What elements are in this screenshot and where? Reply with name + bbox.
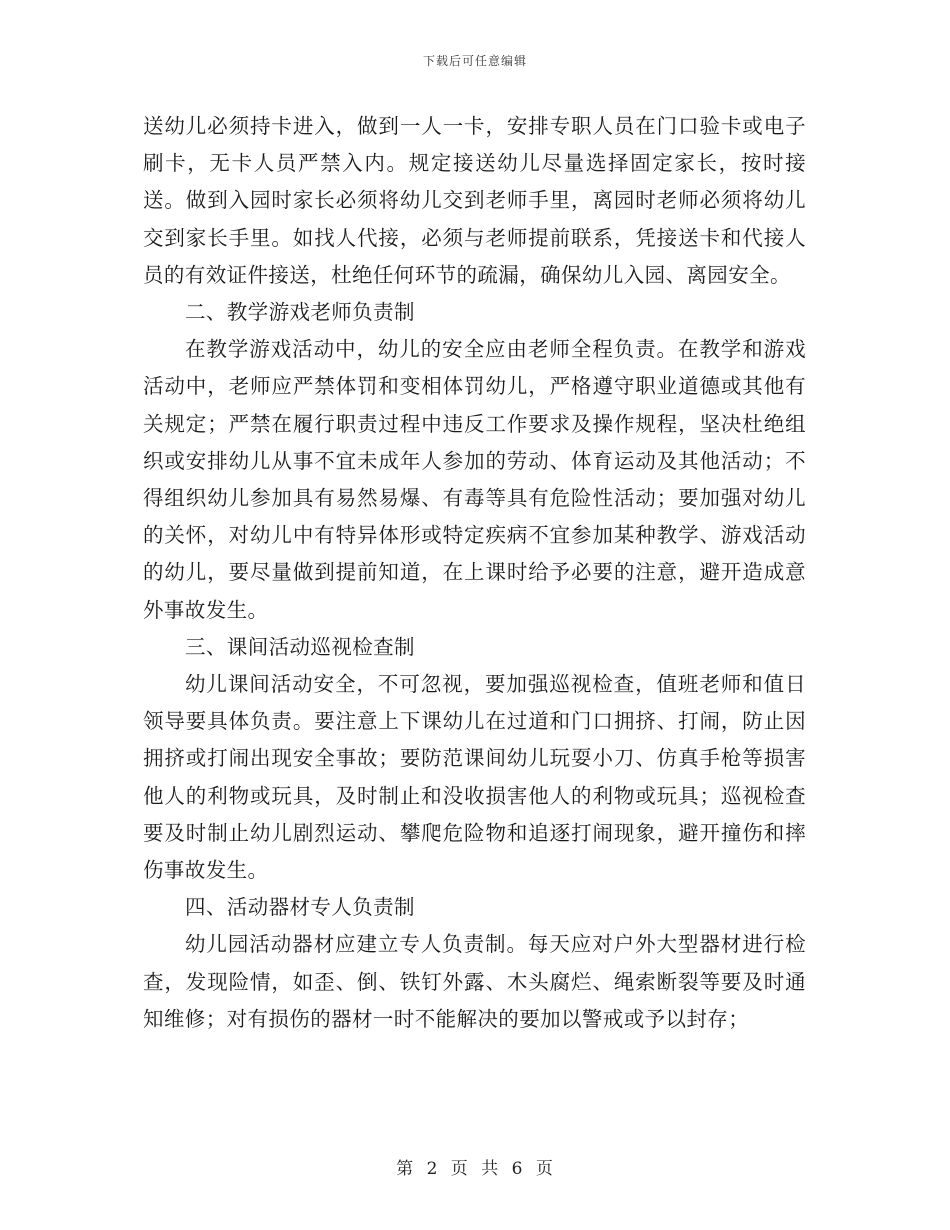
paragraph-section-2: 在教学游戏活动中，幼儿的安全应由老师全程负责。在教学和游戏活动中，老师应严禁体罚和变相体罚幼儿，严格遵守职业道德或其他有关规定；严禁在履行职责过程中违反工作要求及操作规程，坚决杜绝组织或安排幼儿从事不宜未成年人参加的劳动、体育运动及其他活动；不得组织幼儿参加具有易然易爆、有毒等具有危险性活动；要加强对幼儿的关怀，对幼儿中有特异体形或特定疾病不宜参加某种教学、游戏活动的幼儿，要尽量做到提前知道，在上课时给予必要的注意，避开造成意外事故发生。 <box>143 337 806 622</box>
paragraph-section-3: 幼儿课间活动安全，不可忽视，要加强巡视检查，值班老师和值日领导要具体负责。要注意上下课幼儿在过道和门口拥挤、打闹，防止因拥挤或打闹出现安全事故；要防范课间幼儿玩耍小刀、仿真手枪等损害他人的利物或玩具，及时制止和没收损害他人的利物或玩具；巡视检查要及时制止幼儿剧烈运动、攀爬危险物和追逐打闹现象，避开撞伤和摔伤事故发生。 <box>143 672 806 883</box>
page-header: 下载后可任意编辑 <box>422 54 527 68</box>
page-footer: 第 2 页 共 6 页 <box>396 1159 554 1179</box>
section-heading-3: 三、课间活动巡视检查制 <box>185 634 415 659</box>
section-heading-4: 四、活动器材专人负责制 <box>185 895 415 920</box>
document-body <box>143 108 806 1038</box>
section-heading-2: 二、教学游戏老师负责制 <box>185 300 415 325</box>
paragraph-section-4: 幼儿园活动器材应建立专人负责制。每天应对户外大型器材进行检查，发现险情，如歪、倒、铁钉外露、木头腐烂、绳索断裂等要及时通知维修；对有损伤的器材一时不能解决的要加以警戒或予以封存； <box>143 932 806 1031</box>
paragraph-continued: 送幼儿必须持卡进入，做到一人一卡，安排专职人员在门口验卡或电子刷卡，无卡人员严禁入内。规定接送幼儿尽量选择固定家长，按时接送。做到入园时家长必须将幼儿交到老师手里，离园时老师必须将幼儿交到家长手里。如找人代接，必须与老师提前联系，凭接送卡和代接人员的有效证件接送，杜绝任何环节的疏漏，确保幼儿入园、离园安全。 <box>143 114 806 287</box>
